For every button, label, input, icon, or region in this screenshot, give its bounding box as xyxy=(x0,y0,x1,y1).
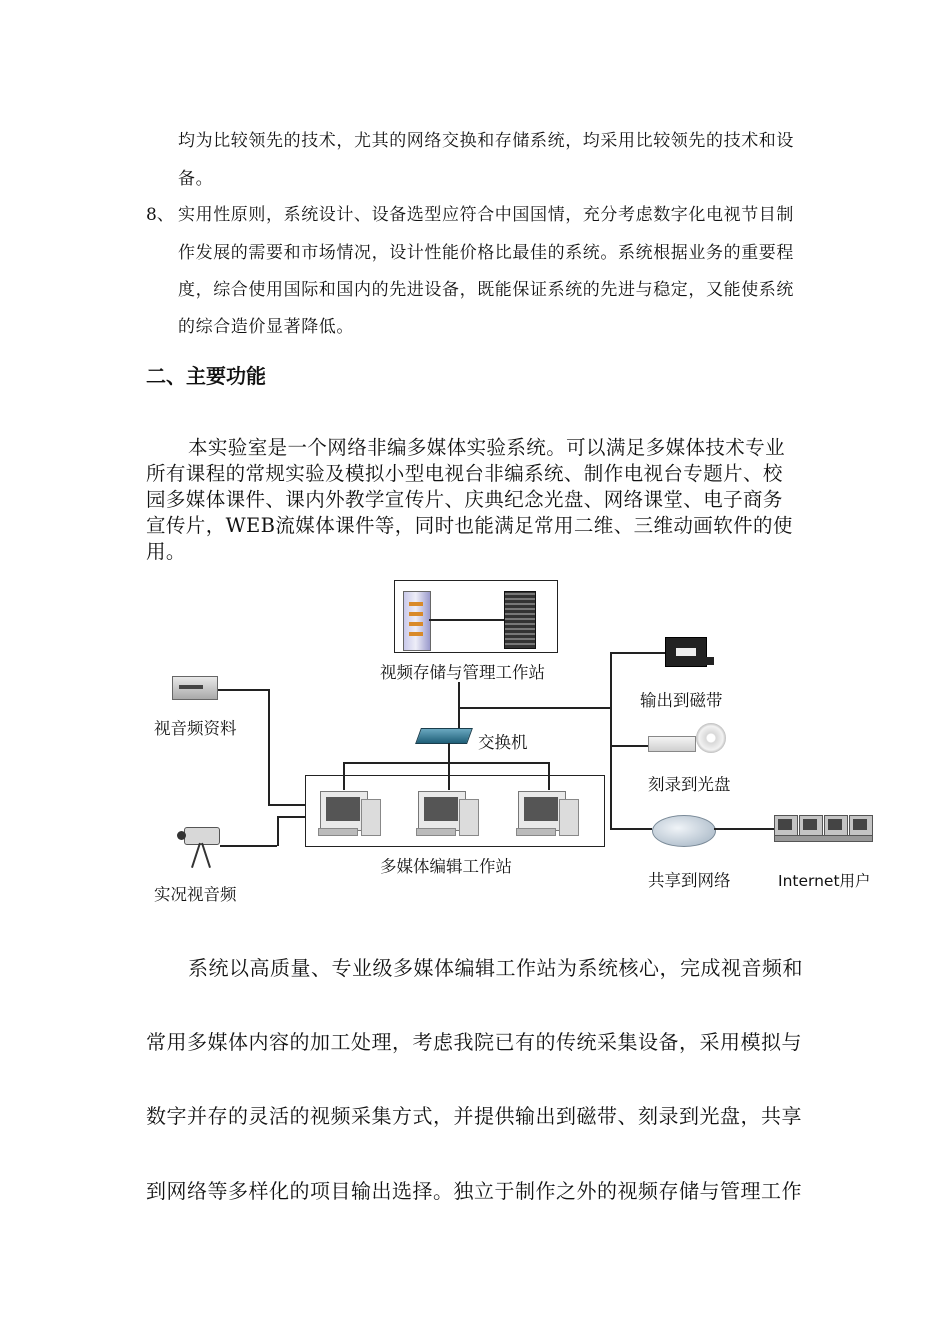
section-heading: 二、主要功能 xyxy=(146,364,266,388)
intro-line-4: 宣传片，WEB流媒体课件等，同时也能满足常用二维、三维动画软件的使 xyxy=(146,514,793,537)
summary-line-3: 数字并存的灵活的视频采集方式，并提供输出到磁带、刻录到光盘，共享 xyxy=(146,1104,802,1128)
intro-line-2: 所有课程的常规实验及模拟小型电视台非编系统、制作电视台专题片、校 xyxy=(146,462,783,485)
continuation-line-1: 均为比较领先的技术，尤其的网络交换和存储系统，均采用比较领先的技术和设 xyxy=(178,131,794,151)
continuation-line-2: 备。 xyxy=(178,169,214,189)
network-cloud-icon xyxy=(652,815,716,847)
item-8-line-1: 实用性原则，系统设计、设备选型应符合中国国情，充分考虑数字化电视节目制 xyxy=(178,205,794,225)
pc-3-tower-icon xyxy=(559,799,579,836)
item-8-line-4: 的综合造价显著降低。 xyxy=(178,317,354,337)
item-8-number: 8、 xyxy=(146,205,174,225)
tape-cassette-icon xyxy=(705,657,714,665)
user-terminal-icon xyxy=(824,815,848,837)
user-desk-icon xyxy=(774,835,873,842)
vcr-deck-icon xyxy=(172,676,218,700)
item-8-line-3: 度，综合使用国际和国内的先进设备，既能保证系统的先进与稳定，又能使系统 xyxy=(178,280,794,300)
switch-icon xyxy=(415,728,473,744)
server-tower-icon xyxy=(403,591,431,651)
summary-line-4: 到网络等多样化的项目输出选择。独立于制作之外的视频存储与管理工作 xyxy=(146,1179,802,1203)
optical-disc-icon xyxy=(696,723,726,753)
storage-label: 视频存储与管理工作站 xyxy=(380,663,545,682)
user-terminal-icon xyxy=(799,815,823,837)
summary-line-2: 常用多媒体内容的加工处理，考虑我院已有的传统采集设备，采用模拟与 xyxy=(146,1030,802,1054)
disc-burner-icon xyxy=(648,736,696,752)
pc-2-keyboard-icon xyxy=(416,828,456,836)
live-av-label: 实况视音频 xyxy=(154,885,237,904)
tripod-leg-icon xyxy=(191,843,201,868)
internet-users-label: Internet用户 xyxy=(778,872,871,890)
disk-array-icon xyxy=(504,591,536,649)
intro-line-3: 园多媒体课件、课内外教学宣传片、庆典纪念光盘、网络课堂、电子商务 xyxy=(146,488,783,511)
pc-2-tower-icon xyxy=(459,799,479,836)
tripod-leg-icon xyxy=(201,843,211,868)
av-material-label: 视音频资料 xyxy=(154,719,237,738)
pc-1-keyboard-icon xyxy=(318,828,358,836)
switch-label: 交换机 xyxy=(478,733,528,752)
pc-1-tower-icon xyxy=(361,799,381,836)
disc-output-label: 刻录到光盘 xyxy=(648,775,731,794)
tape-output-label: 输出到磁带 xyxy=(640,691,723,710)
summary-line-1: 系统以高质量、专业级多媒体编辑工作站为系统核心，完成视音频和 xyxy=(188,956,803,980)
network-output-label: 共享到网络 xyxy=(648,871,731,890)
system-diagram xyxy=(148,575,878,910)
pc-3-keyboard-icon xyxy=(516,828,556,836)
intro-line-1: 本实验室是一个网络非编多媒体实验系统。可以满足多媒体技术专业 xyxy=(188,436,786,459)
item-8-line-2: 作发展的需要和市场情况，设计性能价格比最佳的系统。系统根据业务的重要程 xyxy=(178,243,794,263)
tape-deck-icon xyxy=(665,637,707,667)
intro-line-5: 用。 xyxy=(146,540,186,563)
editing-label: 多媒体编辑工作站 xyxy=(380,857,512,876)
user-terminal-icon xyxy=(849,815,873,837)
user-terminal-icon xyxy=(774,815,798,837)
